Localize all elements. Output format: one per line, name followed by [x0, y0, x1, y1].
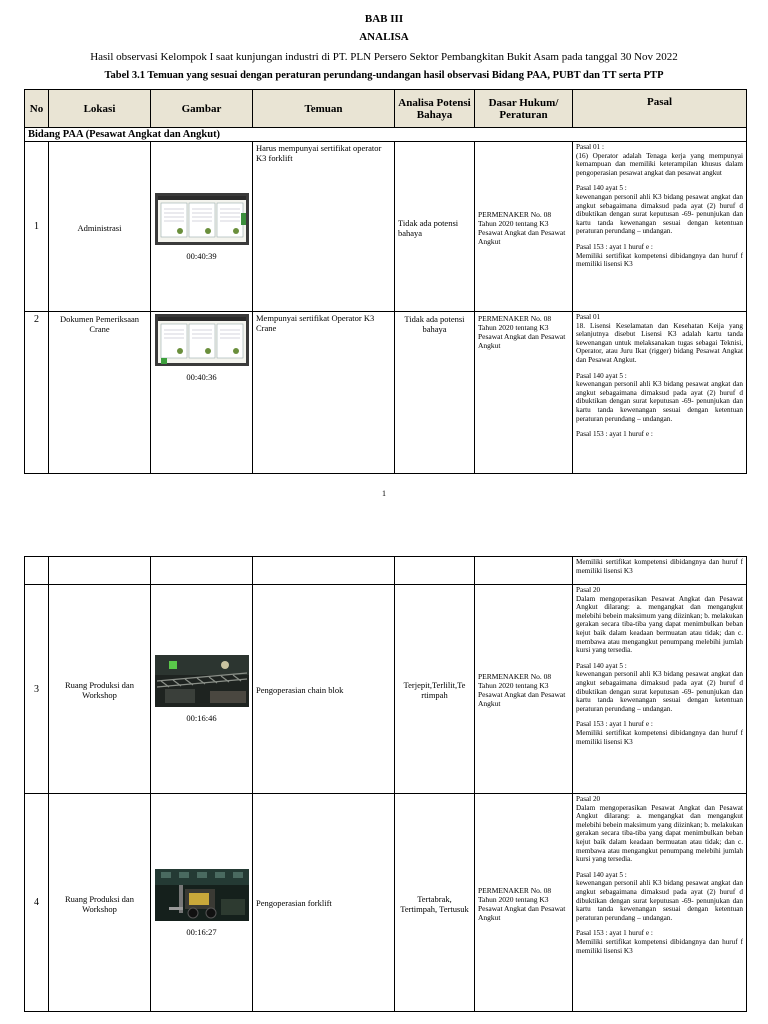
- row-lokasi: Dokumen Pemeriksaan Crane: [49, 312, 151, 474]
- row-analisa: Tidak ada potensi bahaya: [395, 142, 475, 312]
- row-timestamp: 00:40:36: [186, 372, 217, 382]
- table-row: [25, 794, 747, 1012]
- row-pasal: [573, 312, 747, 474]
- row-timestamp: 00:40:39: [186, 250, 217, 261]
- row-image-cell: [151, 142, 253, 312]
- document-page-1: [0, 0, 768, 505]
- row-timestamp: 00:16:46: [186, 713, 217, 723]
- pasal-paragraph: Pasal 20 Dalam mengoperasikan Pesawat Angkat dan Pesawat Angkut dilarang: a. mengangkat dan mengangkut melebihi bebein maksimum yang diizinkan; b. melakukan gerakan secara tiba-tiba yang dapat menimbulkan beban kejut baik dalam keadaan bermuatan atau tidak; dan c. membawa atau mengangkut penumpang melebihi jumlah kursi yang tersedia.: [576, 795, 743, 864]
- col-header-gambar: Gambar: [151, 90, 253, 128]
- row-pasal: [573, 794, 747, 1012]
- empty-cell: [25, 557, 49, 585]
- empty-cell: [253, 557, 395, 585]
- pasal-paragraph: Pasal 153 : ayat 1 huruf e :: [576, 430, 653, 439]
- pasal-paragraph: Pasal 153 : ayat 1 huruf e : Memiliki sertifikat kompetensi dibidangnya dan huruf f memiliki lisensi K3: [576, 929, 743, 955]
- row-image-cell: [151, 585, 253, 794]
- row-analisa: Terjepit,Terlilit,Te rtimpah: [395, 585, 475, 794]
- row-dasar-hukum: PERMENAKER No. 08 Tahun 2020 tentang K3 Pesawat Angkat dan Pesawat Angkut: [475, 585, 573, 794]
- row-temuan: Pengoperasian forklift: [253, 794, 395, 1012]
- table-caption: Tabel 3.1 Temuan yang sesuai dengan peraturan perundang-undangan hasil observasi Bidang PAA, PUBT dan TT serta PTP: [104, 70, 664, 81]
- row-temuan: Pengoperasian chain blok: [253, 585, 395, 794]
- pasal-paragraph: Pasal 153 : ayat 1 huruf e : Memiliki sertifikat kompetensi dibidangnya dan huruf f memiliki lisensi K3: [576, 720, 743, 746]
- pasal-paragraph: Pasal 01 18. Lisensi Keselamatan dan Kesehatan Keija yang selanjutnya disebut Lisensi K3 adalah kartu tanda kewenangan untuk melaksanakan tugas sebagai Teknisi, Operator, atau Juru Ikat (rigger) bidang Pesawat Angkat dan Pesawat Angkut.: [576, 313, 743, 364]
- row-temuan: Harus mempunyai sertifikat operator K3 forklift: [253, 142, 395, 312]
- row-analisa: Tertabrak, Tertimpah, Tertusuk: [395, 794, 475, 1012]
- row-number: 4: [25, 794, 49, 1012]
- pasal-paragraph: Pasal 01 : (16) Operator adalah Tenaga kerja yang mempunyai kemampuan dan memiliki keterampilan khusus dalam pengoperasian pesawat angkat dan pesawat angkut: [576, 143, 743, 177]
- row-pasal: [573, 142, 747, 312]
- row-dasar-hukum: PERMENAKER No. 08 Tahun 2020 tentang K3 Pesawat Angkat dan Pesawat Angkut: [475, 794, 573, 1012]
- table-row: [25, 557, 747, 585]
- empty-cell: [151, 557, 253, 585]
- section-title: Bidang PAA (Pesawat Angkat dan Angkut): [25, 128, 747, 142]
- pasal-paragraph: Pasal 140 ayat 5 : kewenangan personil ahli K3 bidang pesawat angkat dan angkut sebagaimana dimaksud pada ayat (2) huruf d dibuktikan dengan surat keputusan -69- penunjukan dan kartu tanda kewenangan sesuai dengan ketentuan peraturan perundang – undangan.: [576, 371, 743, 423]
- row-pasal-continuation: [573, 557, 747, 585]
- intro-text: Hasil observasi Kelompok I saat kunjungan industri di PT. PLN Persero Sektor Pembangkitan Bukit Asam pada tanggal 30 Nov 2022: [90, 51, 678, 63]
- table-row: [25, 312, 747, 474]
- pasal-paragraph: Pasal 140 ayat 5 : kewenangan personil ahli K3 bidang pesawat angkat dan angkut sebagaimana dimaksud pada ayat (2) huruf d dibuktikan dengan surat keputusan -69- penunjukan dan kartu tanda kewenangan sesuai dengan ketentuan peraturan perundang – undangan.: [576, 184, 743, 236]
- row-pasal: [573, 585, 747, 794]
- table-row: [25, 585, 747, 794]
- col-header-dasar: Dasar Hukum/ Peraturan: [475, 90, 573, 128]
- chapter-heading: BAB III: [364, 13, 404, 25]
- row-number: 3: [25, 585, 49, 794]
- findings-table: [24, 89, 747, 474]
- col-header-analisa: Analisa Potensi Bahaya: [395, 90, 475, 128]
- row-number: 2: [25, 312, 49, 474]
- certificate-photo-icon: [155, 193, 249, 245]
- row-analisa: Tidak ada potensi bahaya: [395, 312, 475, 474]
- pasal-paragraph: Pasal 153 : ayat 1 huruf e : Memiliki sertifikat kompetensi dibidangnya dan huruf f memiliki lisensi K3: [576, 242, 743, 269]
- row-timestamp: 00:16:27: [186, 926, 217, 937]
- pasal-paragraph: Memiliki sertifikat kompetensi dibidangnya dan huruf f memiliki lisensi K3: [576, 558, 743, 575]
- col-header-no: No: [25, 90, 49, 128]
- row-dasar-hukum: PERMENAKER No. 08 Tahun 2020 tentang K3 Pesawat Angkat dan Pesawat Angkut: [475, 312, 573, 474]
- page-number: 1: [382, 489, 386, 498]
- empty-cell: [475, 557, 573, 585]
- row-lokasi: Administrasi: [49, 142, 151, 312]
- findings-table-continued: [24, 556, 747, 1012]
- row-number: 1: [25, 142, 49, 312]
- chapter-subtitle: ANALISA: [359, 31, 409, 43]
- row-temuan: Mempunyai sertifikat Operator K3 Crane: [253, 312, 395, 474]
- empty-cell: [49, 557, 151, 585]
- col-header-pasal: Pasal: [573, 90, 747, 128]
- pasal-paragraph: Pasal 20 Dalam mengoperasikan Pesawat Angkat dan Pesawat Angkut dilarang: a. mengangkat dan mengangkut melebihi bebein maksimum yang diizinkan; b. melakukan gerakan secara tiba-tiba yang dapat menimbulkan beban kejut baik dalam keadaan bermuatan atau tidak; dan c. membawa atau mengangkut penumpang melebihi jumlah kursi yang tersedia.: [576, 586, 743, 655]
- chain-block-photo-icon: [155, 655, 249, 707]
- empty-cell: [395, 557, 475, 585]
- row-lokasi: Ruang Produksi dan Workshop: [49, 585, 151, 794]
- document-page-2: [0, 556, 768, 1024]
- certificate-photo-icon: [155, 314, 249, 366]
- row-lokasi: Ruang Produksi dan Workshop: [49, 794, 151, 1012]
- row-dasar-hukum: PERMENAKER No. 08 Tahun 2020 tentang K3 Pesawat Angkat dan Pesawat Angkut: [475, 142, 573, 312]
- row-image-cell: [151, 794, 253, 1012]
- row-image-cell: [151, 312, 253, 474]
- col-header-lokasi: Lokasi: [49, 90, 151, 128]
- pasal-paragraph: Pasal 140 ayat 5 : kewenangan personil ahli K3 bidang pesawat angkat dan angkut sebagaimana dimaksud pada ayat (2) huruf d dibuktikan dengan surat keputusan -69- penunjukan dan kartu tanda kewenangan sesuai dengan ketentuan peraturan perundang – undangan.: [576, 661, 743, 713]
- col-header-temuan: Temuan: [253, 90, 395, 128]
- table-row: [25, 142, 747, 312]
- pasal-paragraph: Pasal 140 ayat 5 : kewenangan personil ahli K3 bidang pesawat angkat dan angkut sebagaimana dimaksud pada ayat (2) huruf d dibuktikan dengan surat keputusan -69- penunjukan dan kartu tanda kewenangan sesuai dengan ketentuan peraturan perundang – undangan.: [576, 870, 743, 922]
- page-break: [0, 505, 768, 555]
- forklift-photo-icon: [155, 869, 249, 921]
